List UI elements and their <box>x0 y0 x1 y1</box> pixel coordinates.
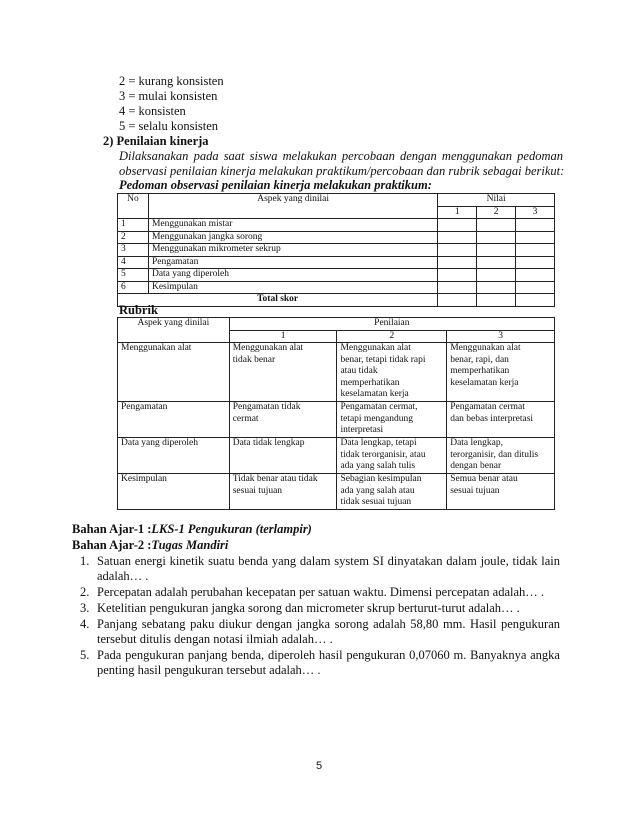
score-cell <box>516 256 555 269</box>
cell-line: dan bebas interpretasi <box>450 413 534 424</box>
question-4 <box>80 617 560 649</box>
score-cell <box>438 294 477 307</box>
bahan-ajar-2 <box>72 538 228 553</box>
cell-line: tetapi mengandung <box>340 413 414 424</box>
bahan-ajar-2-value: Tugas Mandiri <box>151 538 229 552</box>
score-cell <box>477 294 516 307</box>
total-row <box>118 294 555 307</box>
row-aspek: Pengamatan <box>148 256 437 269</box>
rubric-table <box>117 317 555 510</box>
table-row <box>118 281 555 294</box>
question-number: 5. <box>80 648 90 662</box>
score-cell <box>516 281 555 294</box>
score-cell <box>477 269 516 282</box>
rubric-cell <box>337 343 447 402</box>
scale-item-5: 5 = selalu konsisten <box>119 119 219 133</box>
rubric-cell <box>229 402 337 438</box>
question-number: 3. <box>80 601 90 615</box>
table-row <box>118 231 555 244</box>
cell-line: benar, rapi, dan <box>450 354 509 365</box>
rubric-header-aspek: Aspek yang dinilai <box>118 318 230 343</box>
rubric-cell <box>447 343 555 402</box>
score-cell <box>438 269 477 282</box>
score-cell <box>516 269 555 282</box>
table-row <box>118 438 555 474</box>
col-header-aspek: Aspek yang dinilai <box>148 194 437 219</box>
cell-line: Menggunakan alat <box>232 343 304 353</box>
score-cell <box>516 244 555 257</box>
row-no: 5 <box>118 269 149 282</box>
score-cell <box>516 231 555 244</box>
cell-line: Tidak benar atau tidak <box>232 474 318 484</box>
question-2 <box>80 585 560 601</box>
row-aspek: Kesimpulan <box>148 281 437 294</box>
question-3 <box>80 601 560 617</box>
cell-line: terorganisir, dan ditulis <box>450 449 539 460</box>
rubric-cell <box>447 402 555 438</box>
question-5 <box>80 648 560 680</box>
rubric-header-3: 3 <box>447 330 555 343</box>
table-row <box>118 474 555 510</box>
cell-line: Pengamatan cermat <box>450 402 525 412</box>
cell-line: Semua benar atau <box>450 474 518 484</box>
question-1 <box>80 554 560 586</box>
rubric-cell <box>447 474 555 510</box>
question-text-line: Panjang sebatang paku diukur dengan jangka sorong adalah 58,80 mm. Hasil pengukuran <box>97 617 560 631</box>
col-header-nilai-3: 3 <box>516 206 555 219</box>
section-paragraph-line1: Dilaksanakan pada saat siswa melakukan percobaan dengan menggunakan pedoman <box>119 149 563 163</box>
score-cell <box>438 231 477 244</box>
scale-item-4: 4 = konsisten <box>119 104 186 118</box>
question-text-line: Ketelitian pengukuran jangka sorong dan micrometer skrup berturut-turut adalah… . <box>97 601 520 615</box>
cell-line: Data lengkap, <box>450 438 503 448</box>
question-text-line: tersebut ditulis dengan notasi ilmiah adalah… . <box>97 632 333 646</box>
scale-item-2: 2 = kurang konsisten <box>119 74 224 88</box>
cell-line: ada yang salah atau <box>340 485 415 496</box>
question-text-line: adalah… . <box>97 569 149 583</box>
table-row <box>118 269 555 282</box>
table-row <box>118 256 555 269</box>
rubric-aspek: Kesimpulan <box>118 474 230 510</box>
cell-line: keselamatan kerja <box>450 377 519 388</box>
cell-line: Data lengkap, tetapi <box>340 438 417 448</box>
bahan-ajar-1-value: LKS-1 Pengukuran (terlampir) <box>151 522 312 536</box>
score-cell <box>477 256 516 269</box>
col-header-no: No <box>118 194 149 219</box>
table-row <box>118 343 555 402</box>
question-number: 1. <box>80 554 90 568</box>
score-cell <box>477 231 516 244</box>
rubric-cell <box>447 438 555 474</box>
row-no: 3 <box>118 244 149 257</box>
table-row <box>118 219 555 232</box>
score-cell <box>477 281 516 294</box>
cell-line: Menggunakan alat <box>340 343 411 353</box>
question-text-line: penting hasil pengukuran tersebut adalah… . <box>97 663 321 677</box>
row-aspek: Menggunakan mikrometer sekrup <box>148 244 437 257</box>
table-title: Pedoman observasi penilaian kinerja melakukan praktikum: <box>119 178 432 192</box>
rubrik-title: Rubrik <box>119 303 158 317</box>
scale-item-3: 3 = mulai konsisten <box>119 89 218 103</box>
col-header-nilai-1: 1 <box>438 206 477 219</box>
row-no: 2 <box>118 231 149 244</box>
section-heading: 2) Penilaian kinerja <box>103 134 209 148</box>
row-aspek: Data yang diperoleh <box>148 269 437 282</box>
col-header-nilai: Nilai <box>438 194 555 207</box>
rubric-cell <box>337 474 447 510</box>
cell-line: sesuai tujuan <box>450 485 500 496</box>
question-number: 2. <box>80 585 90 599</box>
score-cell <box>438 281 477 294</box>
row-aspek: Menggunakan mistar <box>148 219 437 232</box>
table-row <box>118 402 555 438</box>
rubric-cell <box>229 343 337 402</box>
cell-line: Menggunakan alat <box>450 343 521 353</box>
score-cell <box>516 294 555 307</box>
question-text-line: Percepatan adalah perubahan kecepatan per satuan waktu. Dimensi percepatan adalah… . <box>97 585 545 599</box>
cell-line: keselamatan kerja <box>340 389 409 399</box>
score-cell <box>438 244 477 257</box>
score-cell <box>516 219 555 232</box>
page-number: 5 <box>315 760 323 772</box>
score-cell <box>477 219 516 232</box>
rubric-header-1: 1 <box>229 330 337 343</box>
question-text-line: Satuan energi kinetik suatu benda yang dalam system SI dinyatakan dalam joule, tidak lain <box>97 554 560 568</box>
cell-line: interpretasi <box>340 425 384 435</box>
bahan-ajar-1 <box>72 522 312 537</box>
col-header-nilai-2: 2 <box>477 206 516 219</box>
bahan-ajar-2-label: Bahan Ajar-2 : <box>72 538 152 552</box>
cell-line: sesuai tujuan <box>232 485 283 496</box>
cell-line: dengan benar <box>450 461 502 471</box>
score-cell <box>477 244 516 257</box>
cell-line: cermat <box>232 413 259 424</box>
rubric-aspek: Data yang diperoleh <box>118 438 230 474</box>
score-cell <box>438 256 477 269</box>
row-no: 6 <box>118 281 149 294</box>
rubric-cell <box>337 402 447 438</box>
total-score-label: Total skor <box>118 294 438 307</box>
rubric-header-2: 2 <box>337 330 447 343</box>
cell-line: Pengamatan cermat, <box>340 402 418 412</box>
cell-line: memperhatikan <box>340 377 400 388</box>
rubric-cell <box>229 438 337 474</box>
cell-line: Pengamatan tidak <box>232 402 301 412</box>
bahan-ajar-1-label: Bahan Ajar-1 : <box>72 522 152 536</box>
cell-line: Data tidak lengkap <box>232 438 305 448</box>
rubric-cell <box>229 474 337 510</box>
cell-line: tidak sesuai tujuan <box>340 497 412 507</box>
observation-table <box>117 193 555 307</box>
cell-line: tidak benar <box>232 354 276 365</box>
rubric-cell <box>337 438 447 474</box>
rubric-aspek: Pengamatan <box>118 402 230 438</box>
cell-line: ada yang salah tulis <box>340 461 416 471</box>
cell-line: Sebagian kesimpulan <box>340 474 422 484</box>
row-no: 4 <box>118 256 149 269</box>
cell-line: tidak terorganisir, atau <box>340 449 426 460</box>
cell-line: memperhatikan <box>450 366 510 376</box>
score-cell <box>438 219 477 232</box>
cell-line: benar, tetapi tidak rapi <box>340 354 426 365</box>
question-text-line: Pada pengukuran panjang benda, diperoleh hasil pengukuran 0,07060 m. Banyaknya angka <box>97 648 560 662</box>
rubric-aspek: Menggunakan alat <box>118 343 230 402</box>
cell-line: atau tidak <box>340 366 378 376</box>
rubric-header-penilaian: Penilaian <box>229 318 554 331</box>
section-paragraph-line2: observasi penilaian kinerja melakukan praktikum/percobaan dan rubrik sebagai berikut: <box>119 164 565 178</box>
question-number: 4. <box>80 617 90 631</box>
row-aspek: Menggunakan jangka sorong <box>148 231 437 244</box>
row-no: 1 <box>118 219 149 232</box>
table-row <box>118 244 555 257</box>
